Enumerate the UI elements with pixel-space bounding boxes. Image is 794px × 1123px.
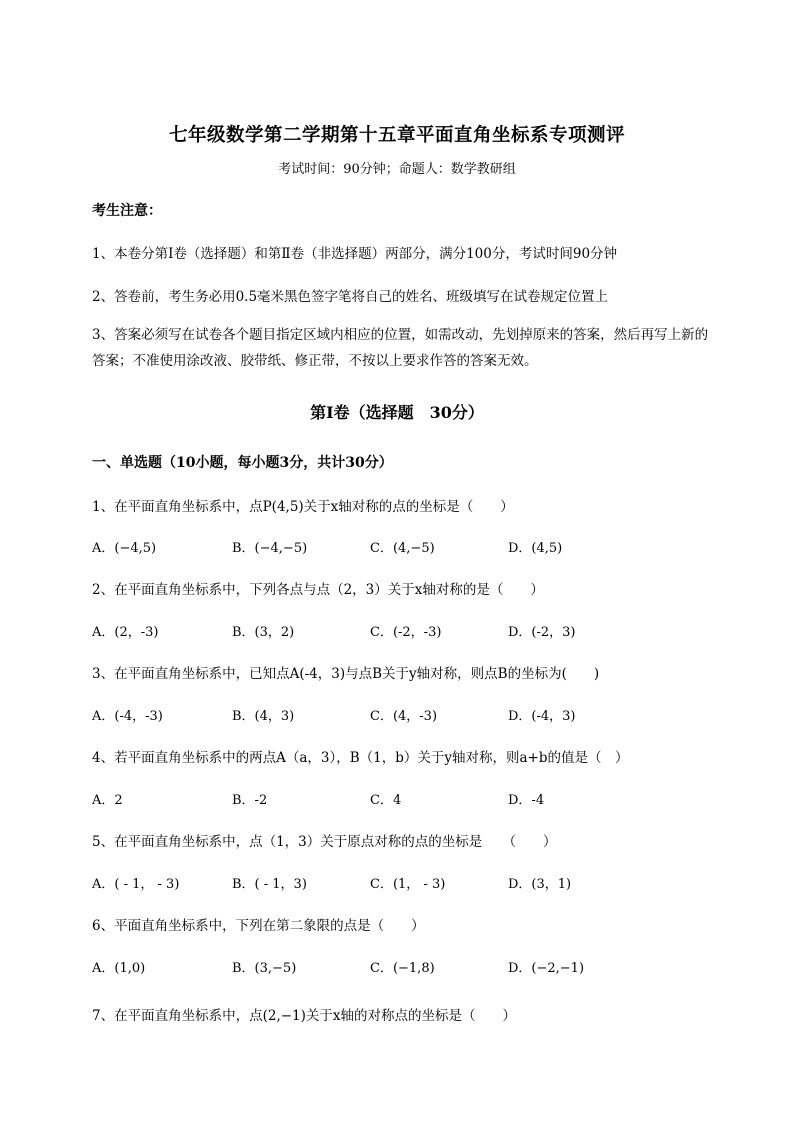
question-6-option-b: B．(3,−5): [232, 961, 297, 976]
question-5-option-d: D．(3，1): [508, 877, 572, 892]
notice-item-1: 1、本卷分第I卷（选择题）和第Ⅱ卷（非选择题）两部分，满分100分，考试时间90分钟: [92, 246, 618, 262]
question-4-stem: 4、若平面直角坐标系中的两点A（a，3），B（1，b）关于y轴对称，则a+b的值是（ ）: [92, 750, 629, 766]
question-2-option-b: B．(3，2): [232, 625, 295, 640]
question-2-option-c: C．(-2，-3): [370, 625, 442, 640]
question-6-option-d: D．(−2,−1): [508, 961, 585, 976]
question-2-option-a: A．(2，-3): [92, 625, 159, 640]
question-3-option-d: D．(-4，3): [508, 709, 576, 724]
question-3-stem: 3、在平面直角坐标系中，已知点A(-4，3)与点B关于y轴对称，则点B的坐标为( ): [92, 666, 600, 682]
question-5-option-b: B．( - 1，3): [232, 877, 307, 892]
part-heading: 一、单选题（10小题，每小题3分，共计30分）: [92, 455, 393, 471]
question-5-option-c: C．(1， - 3): [370, 877, 446, 892]
question-6-option-a: A．(1,0): [92, 961, 146, 976]
notice-heading: 考生注意：: [92, 203, 162, 219]
question-4-option-d: D．-4: [508, 793, 545, 808]
question-4-option-b: B．-2: [232, 793, 268, 808]
question-3-option-b: B．(4，3): [232, 709, 295, 724]
question-5-stem: 5、在平面直角坐标系中，点（1，3）关于原点对称的点的坐标是 （ ）: [92, 834, 557, 850]
notice-item-2: 2、答卷前，考生务必用0.5毫米黑色签字笔将自己的姓名、班级填写在试卷规定位置上: [92, 289, 609, 305]
question-3-option-a: A．(-4，-3): [92, 709, 163, 724]
question-1-stem: 1、在平面直角坐标系中，点P(4,5)关于x轴对称的点的坐标是（ ）: [92, 499, 514, 515]
question-2-stem: 2、在平面直角坐标系中，下列各点与点（2，3）关于x轴对称的是（ ）: [92, 582, 544, 598]
question-4-option-a: A．2: [92, 793, 123, 808]
question-4-option-c: C．4: [370, 793, 402, 808]
exam-subtitle: 考试时间：90分钟；命题人：数学教研组: [278, 162, 516, 177]
exam-title: 七年级数学第二学期第十五章平面直角坐标系专项测评: [168, 125, 625, 146]
question-1-option-d: D．(4,5): [508, 541, 563, 556]
question-6-stem: 6、平面直角坐标系中，下列在第二象限的点是（ ）: [92, 918, 425, 934]
question-1-option-a: A．(−4,5): [92, 541, 157, 556]
question-7-stem: 7、在平面直角坐标系中，点(2,−1)关于x轴的对称点的坐标是（ ）: [92, 1008, 517, 1024]
question-1-option-c: C．(4,−5): [370, 541, 435, 556]
notice-item-3: 3、答案必须写在试卷各个题目指定区域内相应的位置，如需改动，先划掉原来的答案，然后再写上新的答案；不准使用涂改液、胶带纸、修正带，不按以上要求作答的答案无效。: [92, 327, 709, 369]
question-1-option-b: B．(−4,−5): [232, 541, 308, 556]
question-2-option-d: D．(-2，3): [508, 625, 576, 640]
question-5-option-a: A．( - 1， - 3): [92, 877, 180, 892]
question-3-option-c: C．(4，-3): [370, 709, 438, 724]
question-6-option-c: C．(−1,8): [370, 961, 435, 976]
section-title: 第I卷（选择题 30分）: [310, 403, 484, 422]
